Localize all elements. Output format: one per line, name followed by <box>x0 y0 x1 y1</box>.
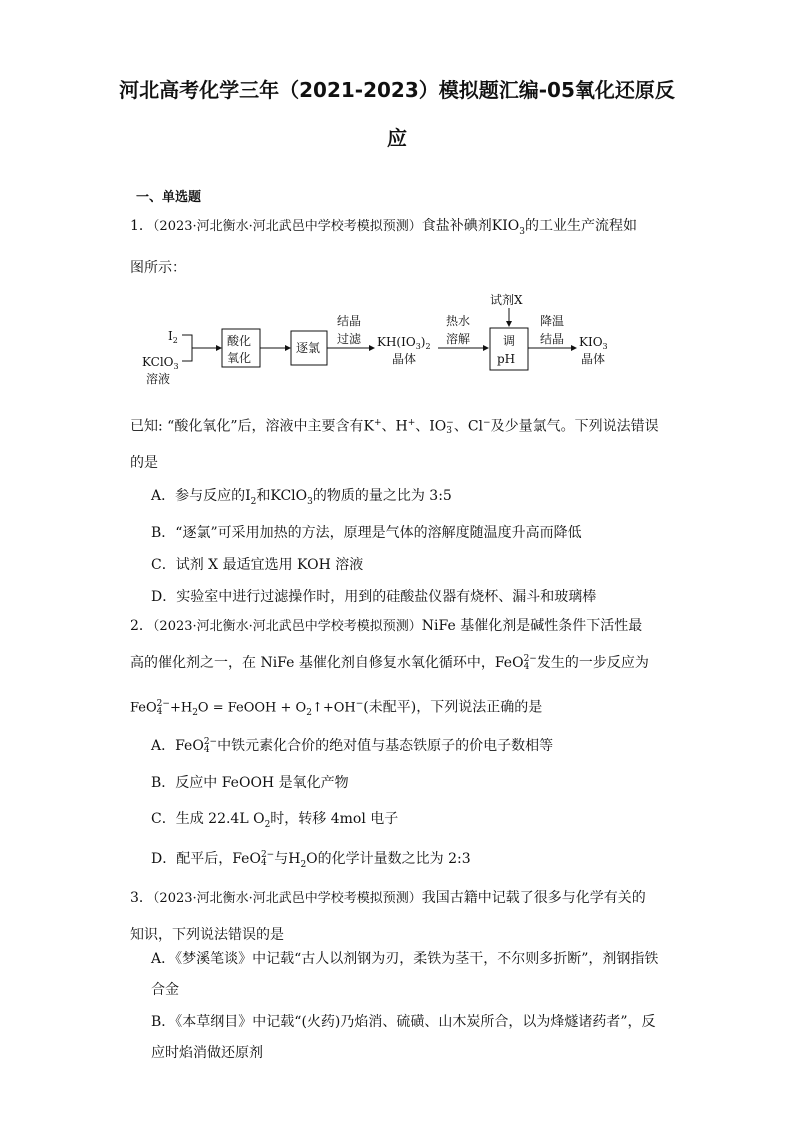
input-solution-label: 溶液 <box>146 372 171 386</box>
question-number: 1． <box>130 218 153 234</box>
process-flow-diagram <box>130 288 630 398</box>
q2-option-b[interactable]: B．反应中 FeOOH 是氧化产物 <box>151 775 349 791</box>
q2-option-a[interactable]: A．FeO2− 4 中铁元素化合价的绝对值与基态铁原子的价电子数相等 <box>151 737 554 755</box>
arrow3-label-2: 结晶 <box>540 332 565 346</box>
box3-line2: pH <box>497 352 516 366</box>
question-number: 2． <box>130 618 153 634</box>
q2-option-d[interactable]: D．配平后，FeO2− 4 与$H_2O$的化学计量数之比为 2:3 <box>151 850 471 870</box>
question-1-known: 已知: “酸化氧化”后，溶液中主要含有K+、H+、IO− 3 、Cl−及少量氯气。下列说法错误 的是 <box>130 417 659 471</box>
product2-crystal-label: 晶体 <box>581 352 606 366</box>
question-number: 3． <box>130 890 153 906</box>
merge-bracket <box>182 335 192 361</box>
question-source: （2023·河北衡水·河北武邑中学校考模拟预测） <box>152 891 422 906</box>
arrow2-label-2: 溶解 <box>446 332 471 346</box>
question-2-stem: 2．（2023·河北衡水·河北武邑中学校考模拟预测）NiFe 基催化剂是碱性条件下活性最 高的催化剂之一，在 NiFe 基催化剂自修复水氧化循环中，FeO2− 4 发生的一步反应为 <box>130 618 649 672</box>
arrowhead <box>506 321 512 327</box>
reagent-x-label: 试剂X <box>490 293 523 307</box>
question-source: （2023·河北衡水·河北武邑中学校考模拟预测） <box>152 619 422 634</box>
product1-crystal-label: 晶体 <box>392 352 417 366</box>
title-line-1: 河北高考化学三年（2021-2023）模拟题汇编-05氧化还原反 <box>119 78 675 102</box>
q3-option-b[interactable]: B．《本草纲目》中记载“(火药)乃焰消、硫磺、山木炭所合，以为烽燧诸药者”，反 应时焰消做还原剂 <box>151 1014 656 1061</box>
q2-option-c[interactable]: C．生成 22.4L $O_2$时，转移 4mol 电子 <box>151 811 399 830</box>
arrowhead <box>571 345 577 351</box>
box2-label: 逐氯 <box>296 341 321 355</box>
q1-option-d[interactable]: D．实验室中进行过滤操作时，用到的硅酸盐仪器有烧杯、漏斗和玻璃棒 <box>151 589 597 605</box>
arrowhead <box>369 345 375 351</box>
input-kclo3: KClO$_3$ <box>142 355 179 371</box>
q2-equation: FeO2− $4 +H_2O$ = FeOOH + $O_2↑+OH^-$(未配平)，下列说法正确的是 <box>130 698 543 718</box>
arrow1-label-2: 过滤 <box>337 332 362 346</box>
question-3-stem: 3．（2023·河北衡水·河北武邑中学校考模拟预测）我国古籍中记载了很多与化学有关的 知识，下列说法错误的是 <box>130 890 646 943</box>
question-1-stem: 1．（2023·河北衡水·河北武邑中学校考模拟预测）食盐补碘剂$KIO_3$的工业生产流程如 图所示： <box>130 218 637 276</box>
document-title <box>110 66 684 162</box>
box3-line1: 调 <box>503 334 516 348</box>
question-source: （2023·河北衡水·河北武邑中学校考模拟预测） <box>152 219 422 234</box>
product-kh-io3-2: $KH(IO_3)_2$ <box>377 335 431 351</box>
q1-option-b[interactable]: B．“逐氯”可采用加热的方法，原理是气体的溶解度随温度升高而降低 <box>151 525 582 541</box>
arrow2-label-1: 热水 <box>446 314 471 328</box>
product-kio3: $KIO_3$ <box>579 335 608 351</box>
arrow3-label-1: 降温 <box>540 314 565 328</box>
q1-option-a[interactable]: A．参与反应的$I_2$和KClO$_3$的物质的量之比为 3:5 <box>151 488 452 507</box>
q1-option-c[interactable]: C．试剂 X 最适宜选用 KOH 溶液 <box>151 557 364 573</box>
q3-option-a[interactable]: A．《梦溪笔谈》中记载“古人以剂钢为刃，柔铁为茎干，不尔则多折断”，剂钢指铁 合金 <box>151 951 659 998</box>
section-title: 一、单选题 <box>136 190 202 205</box>
arrowhead <box>483 345 489 351</box>
arrow1-label-1: 结晶 <box>337 314 362 328</box>
title-line-2: 应 <box>387 126 407 150</box>
box1-line1: 酸化 <box>227 334 252 348</box>
arrowhead <box>285 345 291 351</box>
input-i2: $I_2$ <box>168 329 178 345</box>
arrowhead <box>216 345 222 351</box>
box1-line2: 氧化 <box>227 351 252 365</box>
